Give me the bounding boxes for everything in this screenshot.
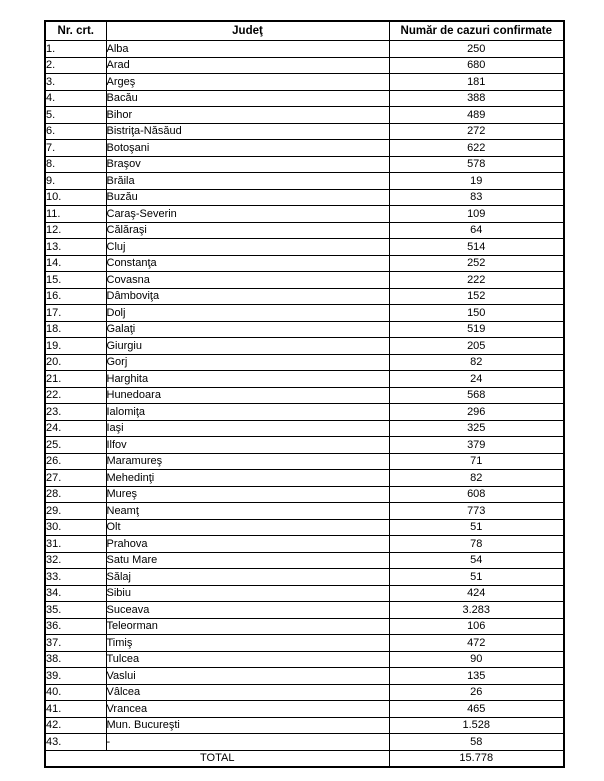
table-row <box>45 189 564 206</box>
row-number: 23. <box>45 404 106 421</box>
table-row <box>45 222 564 239</box>
row-number: 42. <box>45 717 106 734</box>
table-row <box>45 57 564 74</box>
table-row <box>45 173 564 190</box>
table-row <box>45 552 564 569</box>
county-name: Ialomiţa <box>106 404 389 421</box>
table-row <box>45 123 564 140</box>
confirmed-cases-value: 608 <box>389 486 564 503</box>
row-number: 21. <box>45 371 106 388</box>
row-number: 8. <box>45 156 106 173</box>
table-row <box>45 321 564 338</box>
county-name: Argeş <box>106 74 389 91</box>
confirmed-cases-value: 514 <box>389 239 564 256</box>
confirmed-cases-value: 83 <box>389 189 564 206</box>
row-number: 36. <box>45 618 106 635</box>
county-name: Sălaj <box>106 569 389 586</box>
row-number: 11. <box>45 206 106 223</box>
confirmed-cases-value: 568 <box>389 387 564 404</box>
county-name: Bihor <box>106 107 389 124</box>
county-name: Vâlcea <box>106 684 389 701</box>
table-row <box>45 536 564 553</box>
county-name: Vrancea <box>106 701 389 718</box>
county-name: Tulcea <box>106 651 389 668</box>
table-row <box>45 404 564 421</box>
table-row <box>45 288 564 305</box>
county-name: Bistriţa-Năsăud <box>106 123 389 140</box>
county-name: Neamţ <box>106 503 389 520</box>
county-name: Prahova <box>106 536 389 553</box>
county-name: Maramureş <box>106 453 389 470</box>
row-number: 32. <box>45 552 106 569</box>
table-row <box>45 503 564 520</box>
table-row <box>45 486 564 503</box>
row-number: 24. <box>45 420 106 437</box>
county-name: Alba <box>106 41 389 58</box>
row-number: 39. <box>45 668 106 685</box>
row-number: 26. <box>45 453 106 470</box>
table-row <box>45 354 564 371</box>
table-row <box>45 569 564 586</box>
total-value: 15.778 <box>389 750 564 767</box>
county-name: Dolj <box>106 305 389 322</box>
confirmed-cases-value: 150 <box>389 305 564 322</box>
table-row <box>45 734 564 751</box>
county-name: Călăraşi <box>106 222 389 239</box>
county-name: Vaslui <box>106 668 389 685</box>
confirmed-cases-value: 773 <box>389 503 564 520</box>
row-number: 1. <box>45 41 106 58</box>
confirmed-cases-value: 24 <box>389 371 564 388</box>
confirmed-cases-value: 78 <box>389 536 564 553</box>
column-header-nr-crt: Nr. crt. <box>45 21 106 41</box>
table-body <box>45 41 564 751</box>
row-number: 17. <box>45 305 106 322</box>
table-footer <box>45 750 564 767</box>
confirmed-cases-value: 222 <box>389 272 564 289</box>
county-name: - <box>106 734 389 751</box>
county-name: Arad <box>106 57 389 74</box>
row-number: 3. <box>45 74 106 91</box>
county-name: Botoşani <box>106 140 389 157</box>
confirmed-cases-value: 71 <box>389 453 564 470</box>
table-row <box>45 585 564 602</box>
total-label: TOTAL <box>45 750 389 767</box>
row-number: 30. <box>45 519 106 536</box>
confirmed-cases-value: 272 <box>389 123 564 140</box>
row-number: 35. <box>45 602 106 619</box>
header-row <box>45 21 564 41</box>
confirmed-cases-value: 472 <box>389 635 564 652</box>
county-name: Bacău <box>106 90 389 107</box>
confirmed-cases-value: 82 <box>389 470 564 487</box>
table-row <box>45 519 564 536</box>
row-number: 14. <box>45 255 106 272</box>
county-name: Satu Mare <box>106 552 389 569</box>
row-number: 28. <box>45 486 106 503</box>
table-row <box>45 338 564 355</box>
county-name: Brăila <box>106 173 389 190</box>
confirmed-cases-value: 90 <box>389 651 564 668</box>
row-number: 19. <box>45 338 106 355</box>
county-name: Constanţa <box>106 255 389 272</box>
row-number: 9. <box>45 173 106 190</box>
county-name: Buzău <box>106 189 389 206</box>
county-name: Cluj <box>106 239 389 256</box>
confirmed-cases-value: 388 <box>389 90 564 107</box>
row-number: 6. <box>45 123 106 140</box>
table-row <box>45 74 564 91</box>
county-name: Iaşi <box>106 420 389 437</box>
confirmed-cases-value: 325 <box>389 420 564 437</box>
table-row <box>45 437 564 454</box>
county-name: Caraş-Severin <box>106 206 389 223</box>
row-number: 29. <box>45 503 106 520</box>
confirmed-cases-value: 296 <box>389 404 564 421</box>
table-row <box>45 651 564 668</box>
confirmed-cases-value: 181 <box>389 74 564 91</box>
confirmed-cases-value: 135 <box>389 668 564 685</box>
table-row <box>45 684 564 701</box>
confirmed-cases-value: 26 <box>389 684 564 701</box>
table-row <box>45 255 564 272</box>
county-name: Dâmboviţa <box>106 288 389 305</box>
county-name: Harghita <box>106 371 389 388</box>
confirmed-cases-value: 489 <box>389 107 564 124</box>
confirmed-cases-value: 82 <box>389 354 564 371</box>
row-number: 5. <box>45 107 106 124</box>
confirmed-cases-value: 106 <box>389 618 564 635</box>
row-number: 15. <box>45 272 106 289</box>
county-name: Mehedinţi <box>106 470 389 487</box>
table-row <box>45 668 564 685</box>
county-name: Mureş <box>106 486 389 503</box>
table-row <box>45 239 564 256</box>
row-number: 25. <box>45 437 106 454</box>
row-number: 16. <box>45 288 106 305</box>
row-number: 33. <box>45 569 106 586</box>
row-number: 41. <box>45 701 106 718</box>
row-number: 18. <box>45 321 106 338</box>
confirmed-cases-value: 680 <box>389 57 564 74</box>
row-number: 37. <box>45 635 106 652</box>
column-header-judet: Judeţ <box>106 21 389 41</box>
confirmed-cases-value: 1.528 <box>389 717 564 734</box>
table-row <box>45 272 564 289</box>
table-row <box>45 453 564 470</box>
confirmed-cases-value: 205 <box>389 338 564 355</box>
county-name: Mun. Bucureşti <box>106 717 389 734</box>
confirmed-cases-value: 578 <box>389 156 564 173</box>
row-number: 12. <box>45 222 106 239</box>
table-row <box>45 618 564 635</box>
confirmed-cases-value: 465 <box>389 701 564 718</box>
confirmed-cases-value: 250 <box>389 41 564 58</box>
row-number: 38. <box>45 651 106 668</box>
confirmed-cases-value: 252 <box>389 255 564 272</box>
table-row <box>45 90 564 107</box>
confirmed-cases-value: 64 <box>389 222 564 239</box>
table-row <box>45 371 564 388</box>
county-name: Covasna <box>106 272 389 289</box>
table-row <box>45 387 564 404</box>
confirmed-cases-value: 109 <box>389 206 564 223</box>
row-number: 10. <box>45 189 106 206</box>
confirmed-cases-value: 379 <box>389 437 564 454</box>
county-name: Hunedoara <box>106 387 389 404</box>
confirmed-cases-value: 19 <box>389 173 564 190</box>
county-name: Ilfov <box>106 437 389 454</box>
row-number: 43. <box>45 734 106 751</box>
column-header-numar-cazuri: Număr de cazuri confirmate <box>389 21 564 41</box>
table-row <box>45 156 564 173</box>
row-number: 4. <box>45 90 106 107</box>
county-name: Teleorman <box>106 618 389 635</box>
table-header <box>45 21 564 41</box>
county-name: Timiş <box>106 635 389 652</box>
table-row <box>45 470 564 487</box>
county-name: Sibiu <box>106 585 389 602</box>
table-row <box>45 420 564 437</box>
table-row <box>45 305 564 322</box>
county-name: Braşov <box>106 156 389 173</box>
row-number: 7. <box>45 140 106 157</box>
row-number: 20. <box>45 354 106 371</box>
confirmed-cases-value: 424 <box>389 585 564 602</box>
row-number: 31. <box>45 536 106 553</box>
row-number: 2. <box>45 57 106 74</box>
county-name: Olt <box>106 519 389 536</box>
total-row <box>45 750 564 767</box>
confirmed-cases-value: 58 <box>389 734 564 751</box>
confirmed-cases-value: 519 <box>389 321 564 338</box>
county-name: Suceava <box>106 602 389 619</box>
table-row <box>45 701 564 718</box>
confirmed-cases-value: 3.283 <box>389 602 564 619</box>
confirmed-cases-value: 152 <box>389 288 564 305</box>
row-number: 27. <box>45 470 106 487</box>
row-number: 13. <box>45 239 106 256</box>
row-number: 22. <box>45 387 106 404</box>
table-row <box>45 602 564 619</box>
confirmed-cases-value: 51 <box>389 519 564 536</box>
table-row <box>45 140 564 157</box>
table-row <box>45 206 564 223</box>
table-row <box>45 635 564 652</box>
table-row <box>45 41 564 58</box>
confirmed-cases-value: 54 <box>389 552 564 569</box>
table-row <box>45 107 564 124</box>
county-name: Gorj <box>106 354 389 371</box>
confirmed-cases-value: 622 <box>389 140 564 157</box>
confirmed-cases-table <box>44 20 565 768</box>
county-name: Galaţi <box>106 321 389 338</box>
row-number: 34. <box>45 585 106 602</box>
county-name: Giurgiu <box>106 338 389 355</box>
row-number: 40. <box>45 684 106 701</box>
confirmed-cases-value: 51 <box>389 569 564 586</box>
table-row <box>45 717 564 734</box>
